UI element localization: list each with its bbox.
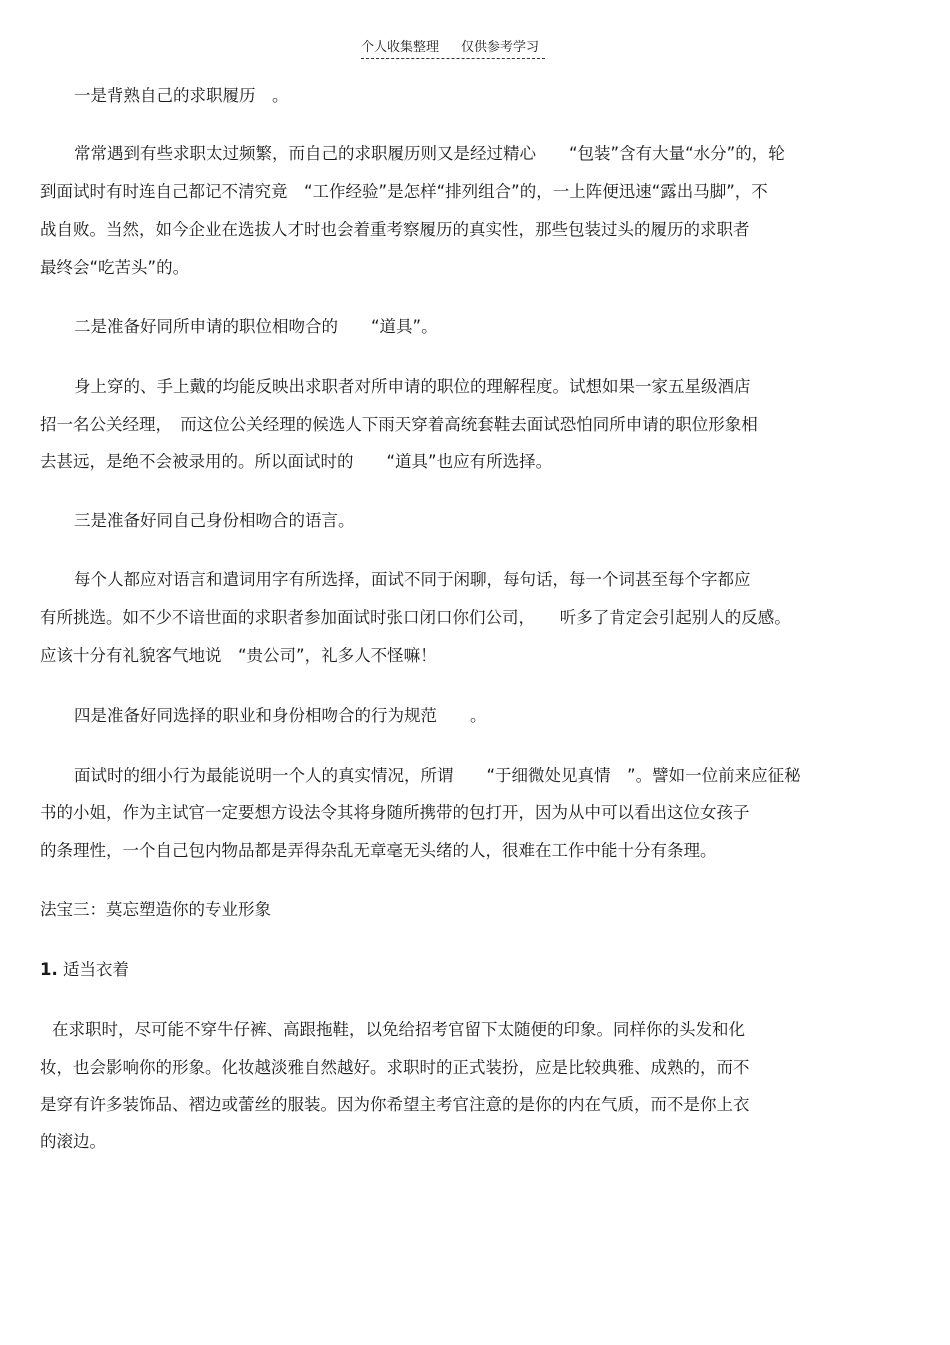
body-line: 的滚边。 xyxy=(40,1132,106,1151)
body-line: 的条理性，一个自己包内物品都是弄得杂乱无章毫无头绪的人，很难在工作中能十分有条理。 xyxy=(40,841,717,860)
body-line: 去甚远，是绝不会被录用的。所以面试时的 “道具”也应有所选择。 xyxy=(40,452,553,471)
body-line: 招一名公关经理， 而这位公关经理的候选人下雨天穿着高统套鞋去面试恐怕同所申请的职位形象相 xyxy=(40,415,758,434)
list-item-text: 适当衣着 xyxy=(63,960,129,979)
body-line: 每个人都应对语言和遣词用字有所选择，面试不同于闲聊，每句话，每一个词甚至每个字都应 xyxy=(74,570,751,589)
list-number: 1. xyxy=(40,960,58,979)
body-line: 是穿有许多装饰品、褶边或蕾丝的服装。因为你希望主考官注意的是你的内在气质，而不是你上衣 xyxy=(40,1095,750,1114)
body-line: 到面试时有时连自己都记不清究竟 “工作经验”是怎样“排列组合”的，一上阵便迅速“露出马脚”，不 xyxy=(40,182,768,201)
body-line: 书的小姐，作为主试官一定要想方设法令其将身随所携带的包打开，因为从中可以看出这位女孩子 xyxy=(40,803,750,822)
page-header xyxy=(361,40,545,59)
paragraph-heading-4: 四是准备好同选择的职业和身份相吻合的行为规范 。 xyxy=(74,706,487,725)
header-right-text: 仅供参考学习 xyxy=(461,40,540,55)
paragraph-heading-2: 二是准备好同所申请的职位相吻合的 “道具”。 xyxy=(74,317,438,336)
body-line: 应该十分有礼貌客气地说 “贵公司”，礼多人不怪嘛！ xyxy=(40,646,437,665)
body-line: 妆，也会影响你的形象。化妆越淡雅自然越好。求职时的正式装扮，应是比较典雅、成熟的，而不 xyxy=(40,1058,750,1077)
header-left-text: 个人收集整理 xyxy=(361,40,440,55)
body-line: 常常遇到有些求职太过频繁，而自己的求职履历则又是经过精心 “包装”含有大量“水分”的，轮 xyxy=(74,144,785,163)
section-heading: 法宝三：莫忘塑造你的专业形象 xyxy=(40,900,271,919)
body-line: 面试时的细小行为最能说明一个人的真实情况，所谓 “于细微处见真情 ”。譬如一位前来应征秘 xyxy=(74,766,801,785)
body-line: 战自败。当然，如今企业在选拔人才时也会着重考察履历的真实性，那些包装过头的履历的求职者 xyxy=(40,220,750,239)
body-line: 有所挑选。如不少不谙世面的求职者参加面试时张口闭口你们公司， 听多了肯定会引起别人的反感。 xyxy=(40,608,791,627)
body-line: 身上穿的、手上戴的均能反映出求职者对所申请的职位的理解程度。试想如果一家五星级酒店 xyxy=(74,377,751,396)
body-line: 在求职时，尽可能不穿牛仔裤、高跟拖鞋，以免给招考官留下太随便的印象。同样你的头发和化 xyxy=(52,1020,745,1039)
list-item-heading xyxy=(40,959,129,981)
body-line: 最终会“吃苦头”的。 xyxy=(40,258,190,277)
paragraph-heading-1: 一是背熟自己的求职履历 。 xyxy=(74,86,289,105)
paragraph-heading-3: 三是准备好同自己身份相吻合的语言。 xyxy=(74,511,355,530)
